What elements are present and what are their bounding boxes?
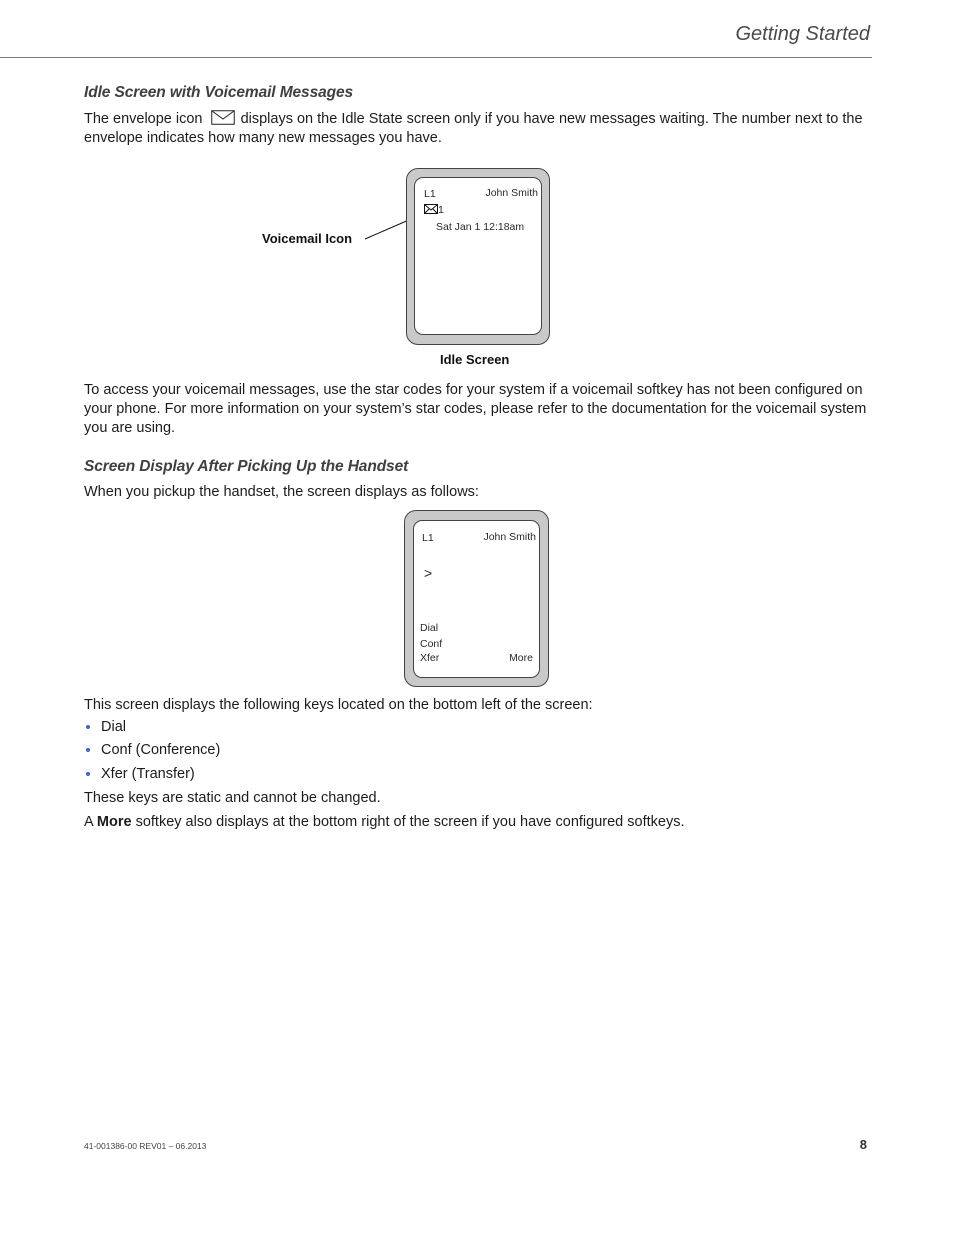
softkey-dial: Dial [420,622,439,634]
section-title-idle-screen: Idle Screen with Voicemail Messages [84,84,354,101]
handset-screen-display [413,520,540,678]
header-rule [0,57,872,58]
paragraph-keys-intro: This screen displays the following keys located on the bottom left of the screen: [84,697,593,713]
list-item [84,742,220,758]
more-note-bold: More [96,814,132,830]
envelope-icon [211,110,235,131]
paragraph-line: you are using. [84,420,176,436]
footer-doc-number: 41-001386-00 REV01 – 06.2013 [84,1141,207,1151]
list-item [84,719,126,735]
user-name: John Smith [485,187,538,199]
paragraph-handset-intro: When you pickup the handset, the screen displays as follows: [84,484,479,500]
more-note-prefix: A [84,814,93,830]
voicemail-icon-callout-label: Voicemail Icon [262,231,353,246]
line-label: L1 [422,532,434,544]
text-after-icon: displays on the Idle State screen only if you have new messages waiting. The number next to the [240,111,863,127]
dial-prompt: > [424,565,433,581]
list-item [84,766,195,782]
paragraph-envelope-line1 [84,110,863,131]
bullet-icon [86,772,90,776]
list-item-text: Xfer (Transfer) [101,766,195,782]
footer-page-number: 8 [859,1137,867,1152]
voicemail-envelope-icon [424,204,438,217]
softkey-more: More [509,652,533,664]
more-note-suffix: softkey also displays at the bottom right of the screen if you have configured softkeys. [135,814,685,830]
paragraph-static-note: These keys are static and cannot be changed. [84,790,381,806]
paragraph-envelope-line2: envelope indicates how many new messages you have. [84,130,442,146]
paragraph-line: To access your voicemail messages, use the star codes for your system if a voicemail softkey has not been configured on [84,382,863,398]
user-name: John Smith [483,531,536,543]
handset-screen-phone [404,510,549,687]
text-before-icon: The envelope icon [84,111,203,127]
section-title-handset: Screen Display After Picking Up the Handset [84,458,409,475]
paragraph-more-note [84,813,684,832]
idle-screen-display [414,177,542,335]
message-count: 1 [438,204,444,216]
idle-screen-phone [406,168,550,345]
date-time: Sat Jan 1 12:18am [436,221,525,233]
paragraph-voicemail-access [84,381,884,438]
bullet-icon [86,725,90,729]
page-header-title: Getting Started [735,23,870,45]
list-item-text: Conf (Conference) [101,742,221,758]
softkey-conf: Conf [420,638,443,650]
figure-caption-idle-screen: Idle Screen [440,352,510,367]
bullet-icon [86,748,90,752]
paragraph-line: your phone. For more information on your system’s star codes, please refer to the documentation for the voicemail system [84,401,867,417]
list-item-text: Dial [101,719,126,735]
line-label: L1 [424,188,436,200]
softkey-xfer: Xfer [420,652,440,664]
voicemail-indicator [424,204,444,217]
